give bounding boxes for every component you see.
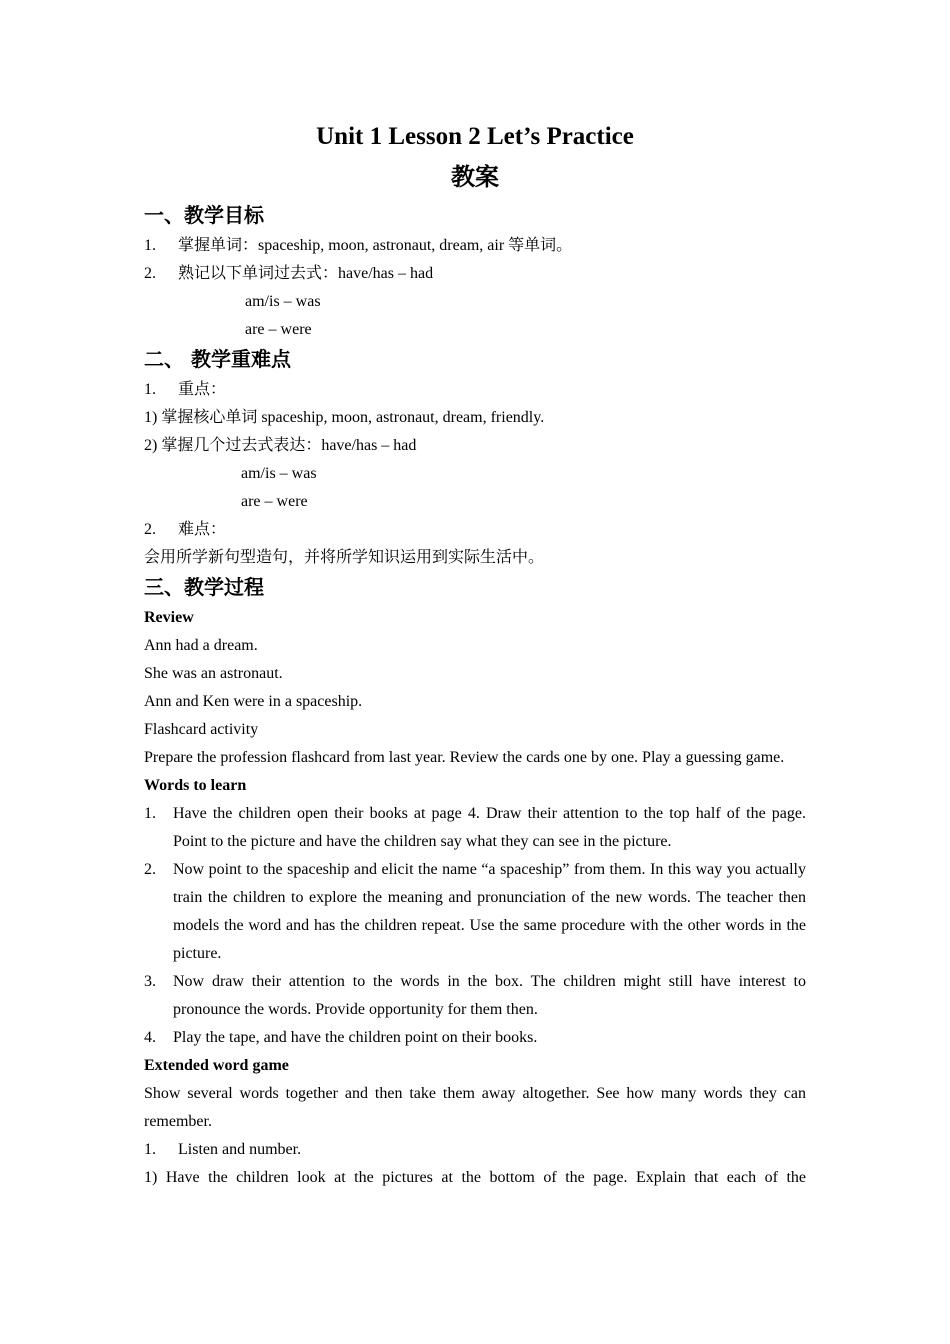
item-number: 2. [144, 521, 156, 538]
review-paragraph: Prepare the profession flashcard from last year. Review the cards one by one. Play a guessing game. [144, 749, 785, 766]
item-text: 难点： [178, 521, 227, 538]
review-line-4: Flashcard activity [144, 721, 259, 738]
game-heading: Extended word game [144, 1057, 289, 1074]
words-heading: Words to learn [144, 777, 247, 794]
section2-heading: 二、 教学重难点 [144, 347, 291, 371]
section2-point-2 [144, 516, 806, 544]
section1-subline-2: are – were [245, 321, 312, 338]
item-text: Now point to the spaceship and elicit the name “a spaceship” from them. In this way you actually train the children to explore the meaning and pronunciation of the new words. The teacher then models the word and has the children repeat. Use the same procedure with the other words in the picture. [173, 861, 806, 962]
item-text: Have the children open their books at page 4. Draw their attention to the top half of the page. Point to the picture and have the children say what they can see in the picture. [173, 805, 806, 850]
review-line-1: Ann had a dream. [144, 637, 258, 654]
review-line-3: Ann and Ken were in a spaceship. [144, 693, 363, 710]
section2-difficulty: 会用所学新句型造句，并将所学知识运用到实际生活中。 [144, 549, 545, 566]
item-text: Play the tape, and have the children point on their books. [173, 1029, 538, 1046]
words-list [144, 800, 806, 1052]
item-text: Listen and number. [178, 1141, 302, 1158]
section2-subline-2: are – were [241, 493, 308, 510]
document-title: Unit 1 Lesson 2 Let’s Practice [316, 123, 634, 150]
item-number: 1. [144, 381, 156, 398]
item-number: 4. [144, 1029, 156, 1046]
game-paragraph: Show several words together and then take them away altogether. See how many words they can remember. [144, 1085, 806, 1130]
item-number: 1. [144, 237, 156, 254]
section1-subline-1: am/is – was [245, 293, 321, 310]
review-line-2: She was an astronaut. [144, 665, 283, 682]
item-number: 1. [144, 805, 156, 822]
section2-point-1 [144, 376, 806, 404]
item-text: 掌握单词：spaceship, moon, astronaut, dream, air 等单词。 [178, 237, 573, 254]
list-item [144, 800, 806, 856]
section2-key-2: 2) 掌握几个过去式表达：have/has – had [144, 437, 417, 454]
item-text: 熟记以下单词过去式：have/has – had [178, 265, 434, 282]
list-item [144, 856, 806, 968]
section1-item-1 [144, 232, 806, 260]
section1-item-2 [144, 260, 806, 288]
item-text: 重点： [178, 381, 227, 398]
item-number: 2. [144, 861, 156, 878]
item-number: 2. [144, 265, 156, 282]
last-paragraph: 1) Have the children look at the pictures at the bottom of the page. Explain that each of the [144, 1169, 806, 1186]
item-number: 1. [144, 1141, 156, 1158]
section1-heading: 一、教学目标 [144, 203, 264, 227]
review-heading: Review [144, 609, 194, 626]
item-text: Now draw their attention to the words in the box. The children might still have interest to pronounce the words. Provide opportunity for them then. [173, 973, 806, 1018]
listen-item [144, 1136, 806, 1164]
section3-heading: 三、教学过程 [144, 575, 264, 599]
list-item [144, 968, 806, 1024]
list-item [144, 1024, 806, 1052]
document-content [144, 118, 806, 1192]
section2-subline-1: am/is – was [241, 465, 317, 482]
section2-key-1: 1) 掌握核心单词 spaceship, moon, astronaut, dream, friendly. [144, 409, 545, 426]
document-subtitle: 教案 [451, 163, 499, 191]
item-number: 3. [144, 973, 156, 990]
